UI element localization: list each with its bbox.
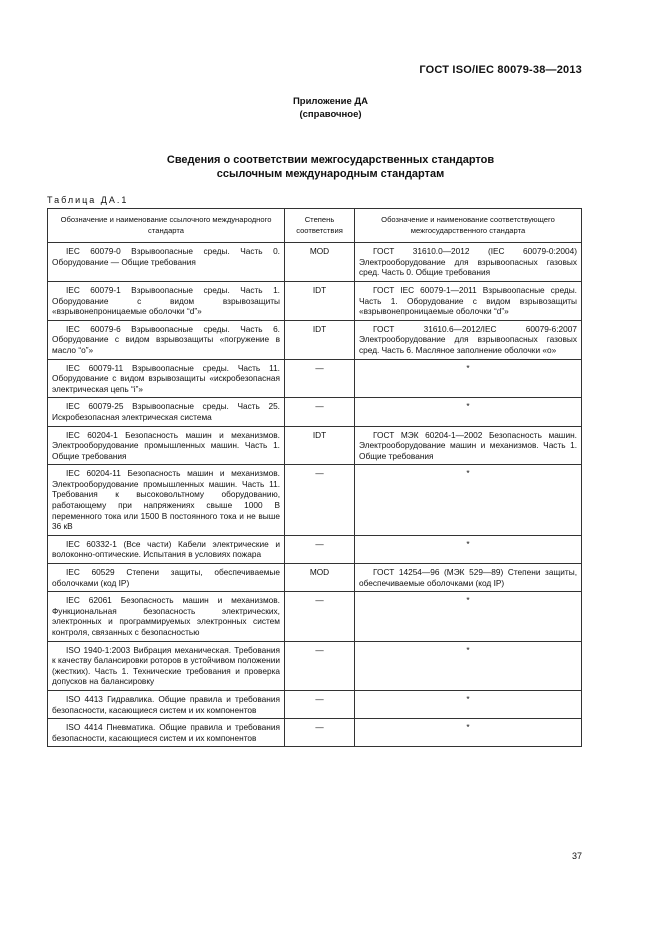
- table-row: [48, 592, 582, 641]
- header-degree-of-conformity: Степень соответствия: [285, 209, 355, 243]
- table-row: [48, 243, 582, 282]
- cell-international: IEC 62061 Безопасность машин и механизмов. Функциональная безопасность электрических, электронных и программируемых электронных систем контроля, связанных с безопасностью: [48, 592, 285, 641]
- cell-international: IEC 60204-11 Безопасность машин и механизмов. Электрооборудование промышленных машин. Часть 11. Требования к высоковольтному оборудованию, работающему при напряжениях свыше 1000 В переменного тока или 1500 В постоянного тока и не выше 36 кВ: [48, 465, 285, 536]
- heading-line-1: Сведения о соответствии межгосударственных стандартов: [166, 154, 495, 166]
- cell-international: IEC 60079-0 Взрывоопасные среды. Часть 0. Оборудование — Общие требования: [48, 243, 285, 282]
- cell-interstate: *: [355, 641, 582, 690]
- section-heading: [0, 153, 661, 181]
- cell-interstate: *: [355, 465, 582, 536]
- cell-conformity: IDT: [285, 426, 355, 465]
- cell-conformity: —: [285, 398, 355, 426]
- table-row: [48, 719, 582, 747]
- table-row: [48, 359, 582, 398]
- header-international-standard: Обозначение и наименование ссылочного международного стандарта: [48, 209, 285, 243]
- cell-international: IEC 60332-1 (Все части) Кабели электрические и волоконно-оптические. Испытания в условиях пожара: [48, 535, 285, 563]
- cell-interstate: *: [355, 359, 582, 398]
- table-row: [48, 426, 582, 465]
- cell-conformity: MOD: [285, 564, 355, 592]
- cell-international: IEC 60079-6 Взрывоопасные среды. Часть 6. Оборудование с видом взрывозащиты «погружение в масло “o”»: [48, 320, 285, 359]
- page-number: 37: [571, 851, 582, 861]
- table-header-row: [48, 209, 582, 243]
- table-row: [48, 641, 582, 690]
- document-code: ГОСТ ISO/IEC 80079-38—2013: [419, 64, 582, 76]
- cell-interstate: ГОСТ МЭК 60204-1—2002 Безопасность машин. Электрооборудование машин и механизмов. Часть 1. Общие требования: [355, 426, 582, 465]
- cell-interstate: *: [355, 535, 582, 563]
- annex-title: Приложение ДА: [292, 96, 369, 107]
- cell-international: ISO 1940-1:2003 Вибрация механическая. Требования к качеству балансировки роторов в устойчивом положении (жестких). Часть 1. Технические требования и проверка допусков на балансировку: [48, 641, 285, 690]
- table-row: [48, 564, 582, 592]
- heading-line-2: ссылочным международным стандартам: [216, 168, 445, 180]
- cell-interstate: ГОСТ 14254—96 (МЭК 529—89) Степени защиты, обеспечиваемые оболочками (код IP): [355, 564, 582, 592]
- correspondence-table: [47, 208, 582, 747]
- annex-subtitle: (справочное): [299, 109, 362, 120]
- table-row: [48, 465, 582, 536]
- cell-conformity: MOD: [285, 243, 355, 282]
- cell-international: ISO 4413 Гидравлика. Общие правила и требования безопасности, касающиеся систем и их компонентов: [48, 690, 285, 718]
- annex-block: [0, 95, 661, 121]
- cell-international: ISO 4414 Пневматика. Общие правила и требования безопасности, касающиеся систем и их компонентов: [48, 719, 285, 747]
- cell-interstate: ГОСТ 31610.0—2012 (IEC 60079-0:2004) Электрооборудование для взрывоопасных газовых сред. Часть 0. Общие требования: [355, 243, 582, 282]
- table-row: [48, 320, 582, 359]
- cell-conformity: —: [285, 592, 355, 641]
- cell-international: IEC 60204-1 Безопасность машин и механизмов. Электрооборудование промышленных машин. Часть 1. Общие требования: [48, 426, 285, 465]
- table-row: [48, 535, 582, 563]
- cell-conformity: —: [285, 719, 355, 747]
- cell-international: IEC 60079-1 Взрывоопасные среды. Часть 1. Оборудование с видом взрывозащиты «взрывонепроницаемые оболочки “d”»: [48, 281, 285, 320]
- cell-conformity: —: [285, 465, 355, 536]
- cell-conformity: —: [285, 690, 355, 718]
- cell-international: IEC 60529 Степени защиты, обеспечиваемые оболочками (код IP): [48, 564, 285, 592]
- cell-international: IEC 60079-25 Взрывоопасные среды. Часть 25. Искробезопасная электрическая система: [48, 398, 285, 426]
- cell-interstate: *: [355, 690, 582, 718]
- cell-interstate: *: [355, 592, 582, 641]
- table-row: [48, 690, 582, 718]
- cell-interstate: ГОСТ IEC 60079-1—2011 Взрывоопасные среды. Часть 1. Оборудование с видом взрывозащиты «взрывонепроницаемые оболочки “d”»: [355, 281, 582, 320]
- cell-interstate: ГОСТ 31610.6—2012/IEC 60079-6:2007 Электрооборудование для взрывоопасных газовых сред. Часть 6. Масляное заполнение оболочки «o»: [355, 320, 582, 359]
- cell-conformity: IDT: [285, 320, 355, 359]
- table-caption: Таблица ДА.1: [47, 195, 129, 205]
- cell-conformity: —: [285, 535, 355, 563]
- table-row: [48, 281, 582, 320]
- cell-conformity: IDT: [285, 281, 355, 320]
- header-interstate-standard: Обозначение и наименование соответствующего межгосударственного стандарта: [355, 209, 582, 243]
- cell-international: IEC 60079-11 Взрывоопасные среды. Часть 11. Оборудование с видом взрывозащиты «искробезопасная электрическая цепь “i”»: [48, 359, 285, 398]
- cell-interstate: *: [355, 719, 582, 747]
- cell-interstate: *: [355, 398, 582, 426]
- cell-conformity: —: [285, 641, 355, 690]
- cell-conformity: —: [285, 359, 355, 398]
- table-row: [48, 398, 582, 426]
